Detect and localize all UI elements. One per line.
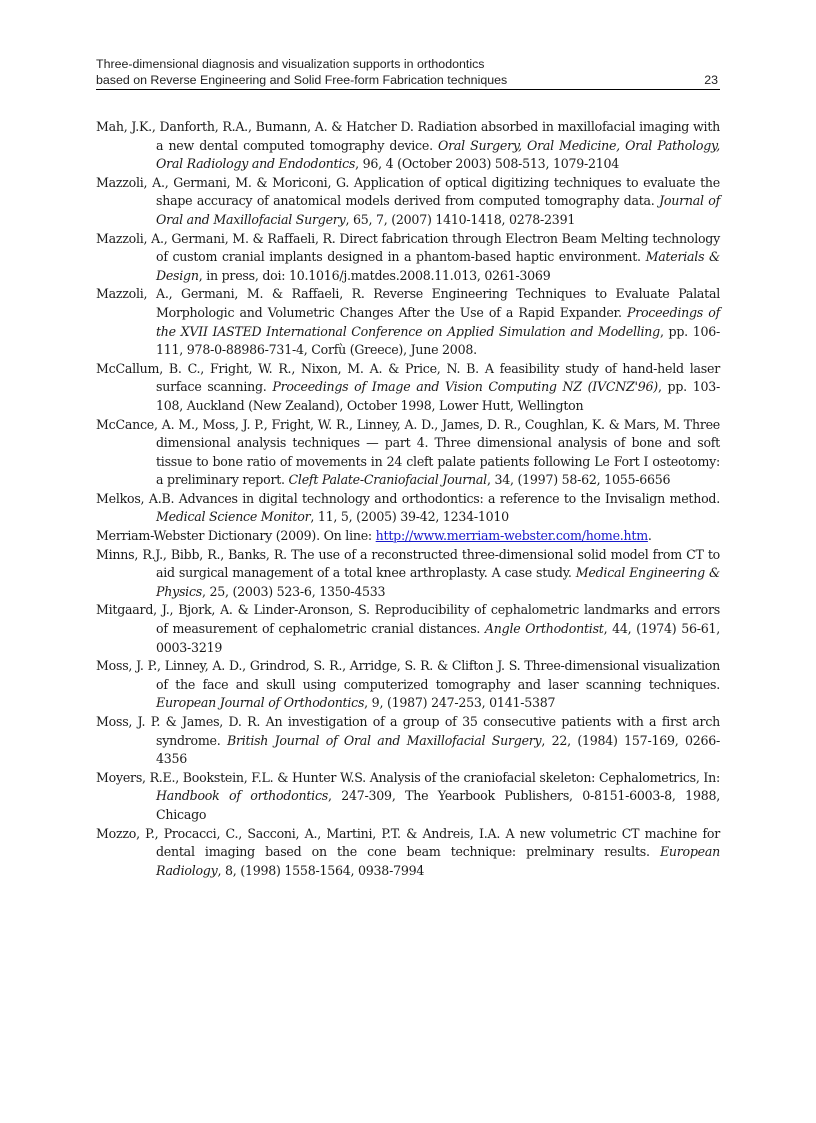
- journal-title: Journal of Oral and Maxillofacial Surgery: [156, 193, 721, 227]
- journal-title: European Journal of Orthodontics: [156, 695, 365, 711]
- journal-title: Angle Orthodontist: [484, 621, 604, 637]
- journal-title: British Journal of Oral and Maxillofacial Surgery: [226, 732, 542, 748]
- reference-item: McCance, A. M., Moss, J. P., Fright, W. R., Linney, A. D., James, D. R., Coughlan, K. & Mars, M. Three dimensional analysis techniques — part 4. Three dimensional analysis of bone and soft tissue to bone ratio of movements in 24 cleft palate patients following Le Fort I osteotomy: a preliminary report. Cleft Palate-Craniofacial Journal, 34, (1997) 58-62, 1055-6656: [96, 416, 720, 488]
- reference-item: Mazzoli, A., Germani, M. & Raffaeli, R. Reverse Engineering Techniques to Evaluate Palatal Morphologic and Volumetric Changes After the Use of a Rapid Expander. Proceedings of the XVII IASTED International Conference on Applied Simulation and Modelling, pp. 106-111, 978-0-88986-731-4, Corfù (Greece), June 2008.: [96, 286, 721, 358]
- reference-item: Mazzoli, A., Germani, M. & Moriconi, G. Application of optical digitizing techniques to evaluate the shape accuracy of anatomical models derived from computed tomography data. Journal of Oral and Maxillofacial Surgery, 65, 7, (2007) 1410-1418, 0278-2391: [96, 174, 721, 227]
- page-number: 23: [704, 73, 718, 87]
- running-header: [96, 56, 720, 90]
- reference-item: Melkos, A.B. Advances in digital technology and orthodontics: a reference to the Invisalign method. Medical Science Monitor, 11, 5, (2005) 39-42, 1234-1010: [96, 490, 720, 525]
- reference-item: Mah, J.K., Danforth, R.A., Bumann, A. & Hatcher D. Radiation absorbed in maxillofacial imaging with a new dental computed tomography device. Oral Surgery, Oral Medicine, Oral Pathology, Oral Radiology and Endodontics, 96, 4 (October 2003) 508-513, 1079-2104: [96, 119, 720, 172]
- reference-item: Minns, R.J., Bibb, R., Banks, R. The use of a reconstructed three-dimensional solid model from CT to aid surgical management of a total knee arthroplasty. A case study. Medical Engineering & Physics, 25, (2003) 523-6, 1350-4533: [96, 546, 721, 599]
- reference-item: Moss, J. P. & James, D. R. An investigation of a group of 35 consecutive patients with a first arch syndrome. British Journal of Oral and Maxillofacial Surgery, 22, (1984) 157-169, 0266-4356: [96, 714, 720, 767]
- journal-title: Proceedings of Image and Vision Computing NZ (IVCNZ'96): [272, 379, 658, 395]
- journal-title: Cleft Palate-Craniofacial Journal: [288, 472, 487, 488]
- journal-title: Proceedings of the XVII IASTED International Conference on Applied Simulation and Modelling: [156, 304, 720, 339]
- reference-list: [96, 118, 720, 880]
- journal-title: Medical Science Monitor: [156, 509, 311, 525]
- reference-item: Moyers, R.E., Bookstein, F.L. & Hunter W.S. Analysis of the craniofacial skeleton: Cephalometrics, In: Handbook of orthodontics, 247-309, The Yearbook Publishers, 0-8151-6003-8, 1988, Chicago: [96, 769, 720, 822]
- journal-title: Oral Surgery, Oral Medicine, Oral Pathology, Oral Radiology and Endodontics: [156, 137, 720, 172]
- header-title-line-1: Three-dimensional diagnosis and visualization supports in orthodontics: [96, 57, 485, 71]
- reference-item: McCallum, B. C., Fright, W. R., Nixon, M. A. & Price, N. B. A feasibility study of hand-held laser surface scanning. Proceedings of Image and Vision Computing NZ (IVCNZ'96), pp. 103-108, Auckland (New Zealand), October 1998, Lower Hutt, Wellington: [96, 360, 720, 413]
- reference-item: Mitgaard, J., Bjork, A. & Linder-Aronson, S. Reproducibility of cephalometric landmarks and errors of measurement of cephalometric cranial distances. Angle Orthodontist, 44, (1974) 56-61, 0003-3219: [96, 602, 720, 655]
- header-title-line-2: based on Reverse Engineering and Solid Free-form Fabrication techniques: [96, 73, 508, 87]
- journal-title: Materials & Design: [156, 249, 720, 283]
- reference-item: Moss, J. P., Linney, A. D., Grindrod, S. R., Arridge, S. R. & Clifton J. S. Three-dimensional visualization of the face and skull using computerized tomography and laser scanning techniques. European Journal of Orthodontics, 9, (1987) 247-253, 0141-5387: [96, 658, 720, 711]
- reference-item: Merriam-Webster Dictionary (2009). On line: http://www.merriam-webster.com/home.htm.: [96, 528, 652, 544]
- journal-title: Medical Engineering & Physics: [156, 565, 721, 599]
- journal-title: Handbook of orthodontics: [156, 788, 328, 804]
- journal-title: European Radiology: [156, 844, 720, 878]
- header-line-2: [96, 72, 720, 88]
- reference-item: Mozzo, P., Procacci, C., Sacconi, A., Martini, P.T. & Andreis, I.A. A new volumetric CT machine for dental imaging based on the cone beam technique: prelminary results. European Radiology, 8, (1998) 1558-1564, 0938-7994: [96, 825, 720, 878]
- reference-item: Mazzoli, A., Germani, M. & Raffaeli, R. Direct fabrication through Electron Beam Melting technology of custom cranial implants designed in a phantom-based haptic environment. Materials & Design, in press, doi: 10.1016/j.matdes.2008.11.013, 0261-3069: [96, 230, 720, 283]
- merriam-webster-link[interactable]: http://www.merriam-webster.com/home.htm: [375, 528, 648, 544]
